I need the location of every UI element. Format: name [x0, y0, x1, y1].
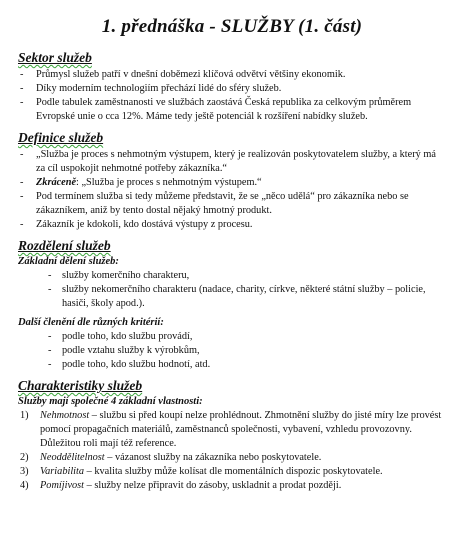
- item-text: – službu si před koupí nelze prohlédnout. Zhmotnění služby do jisté míry lze provést pomocí propagačních materiálů, zaměstnanců společnosti, vybavení, vzhledu provozovny. Důležitou roli mají též reference.: [40, 410, 442, 449]
- list-item: - podle toho, kdo službu hodnotí, atd.: [18, 358, 446, 372]
- list-item: - „Služba je proces s nehmotným výstupem, který je realizován poskytovatelem služby, a který má za cíl uspokojit nehmotné potřeby zákazníka.“: [18, 148, 446, 176]
- zakladni-list: [18, 269, 446, 311]
- list-item: - Zákazník je kdokoli, kdo dostává výstupy z procesu.: [18, 218, 446, 232]
- list-item: - Díky moderním technologiím přechází lidé do sféry služeb.: [18, 82, 446, 96]
- subheading-vlastnosti: Služby mají společné 4 základní vlastnosti:: [18, 396, 203, 407]
- section-heading-rozdeleni: [18, 238, 446, 254]
- item-number: 1): [20, 410, 29, 421]
- page-title: 1. přednáška - SLUŽBY (1. část): [101, 16, 363, 37]
- section-heading-definice: [18, 130, 446, 146]
- section-heading-definice-text: Definice služeb: [18, 130, 104, 145]
- section-heading-sektor: [18, 50, 446, 66]
- numbered-item: [18, 479, 446, 493]
- vlastnosti-list: [18, 409, 446, 493]
- item-number: 2): [20, 452, 29, 463]
- list-item-text: : „Služba je proces s nehmotným výstupem.“: [76, 177, 262, 188]
- section-heading-charakteristiky: [18, 378, 446, 394]
- item-text: – vázanost služby na zákazníka nebo poskytovatele.: [104, 452, 322, 463]
- list-item: - podle toho, kdo službu provádí,: [18, 330, 446, 344]
- list-item: - Podle tabulek zaměstnanosti ve službách zaostává Česká republika za celkovým průměrem Evropské unie o cca 12%. Máme tedy ještě potenciál k rozšíření nabídky služeb.: [18, 96, 446, 124]
- section-heading-rozdeleni-text: Rozdělení služeb: [18, 238, 111, 253]
- dalsi-list: [18, 330, 446, 372]
- section-heading-sektor-text: Sektor služeb: [18, 50, 92, 65]
- numbered-item: [18, 409, 446, 451]
- item-term: Nehmotnost: [40, 410, 90, 421]
- item-text: – kvalita služby může kolísat dle momentálních dispozic poskytovatele.: [84, 466, 383, 477]
- item-term: Neoddělitelnost: [40, 452, 105, 463]
- section-heading-charakteristiky-text: Charakteristiky služeb: [18, 378, 143, 393]
- sektor-list: [18, 68, 446, 124]
- item-term: Variabilita: [40, 466, 85, 477]
- list-item: - Pod termínem služba si tedy můžeme představit, že se „něco udělá“ pro zákazníka nebo se zákazníkem, aniž by tento dostal nějaký hmotný produkt.: [18, 190, 446, 218]
- list-item: - podle vztahu služby k výrobkům,: [18, 344, 446, 358]
- list-item: - služby komerčního charakteru,: [18, 269, 446, 283]
- numbered-item: [18, 451, 446, 465]
- list-item: [18, 176, 446, 190]
- item-number: 3): [20, 466, 29, 477]
- item-text: – služby nelze připravit do zásoby, uskladnit a prodat později.: [84, 480, 342, 491]
- definice-list: [18, 148, 446, 232]
- item-number: 4): [20, 480, 29, 491]
- subheading-dalsi: Další členění dle různých kritérií:: [18, 317, 164, 328]
- item-term: Pomíjivost: [40, 480, 85, 491]
- list-item-label: Zkráceně: [36, 177, 77, 188]
- numbered-item: [18, 465, 446, 479]
- list-item: - služby nekomerčního charakteru (nadace, charity, církve, některé státní služby – policie, hasiči, školy apod.).: [18, 283, 446, 311]
- list-item: - Průmysl služeb patří v dnešní doběmezi klíčová odvětví většiny ekonomik.: [18, 68, 446, 82]
- subheading-zakladni: Základní dělení služeb:: [18, 256, 119, 267]
